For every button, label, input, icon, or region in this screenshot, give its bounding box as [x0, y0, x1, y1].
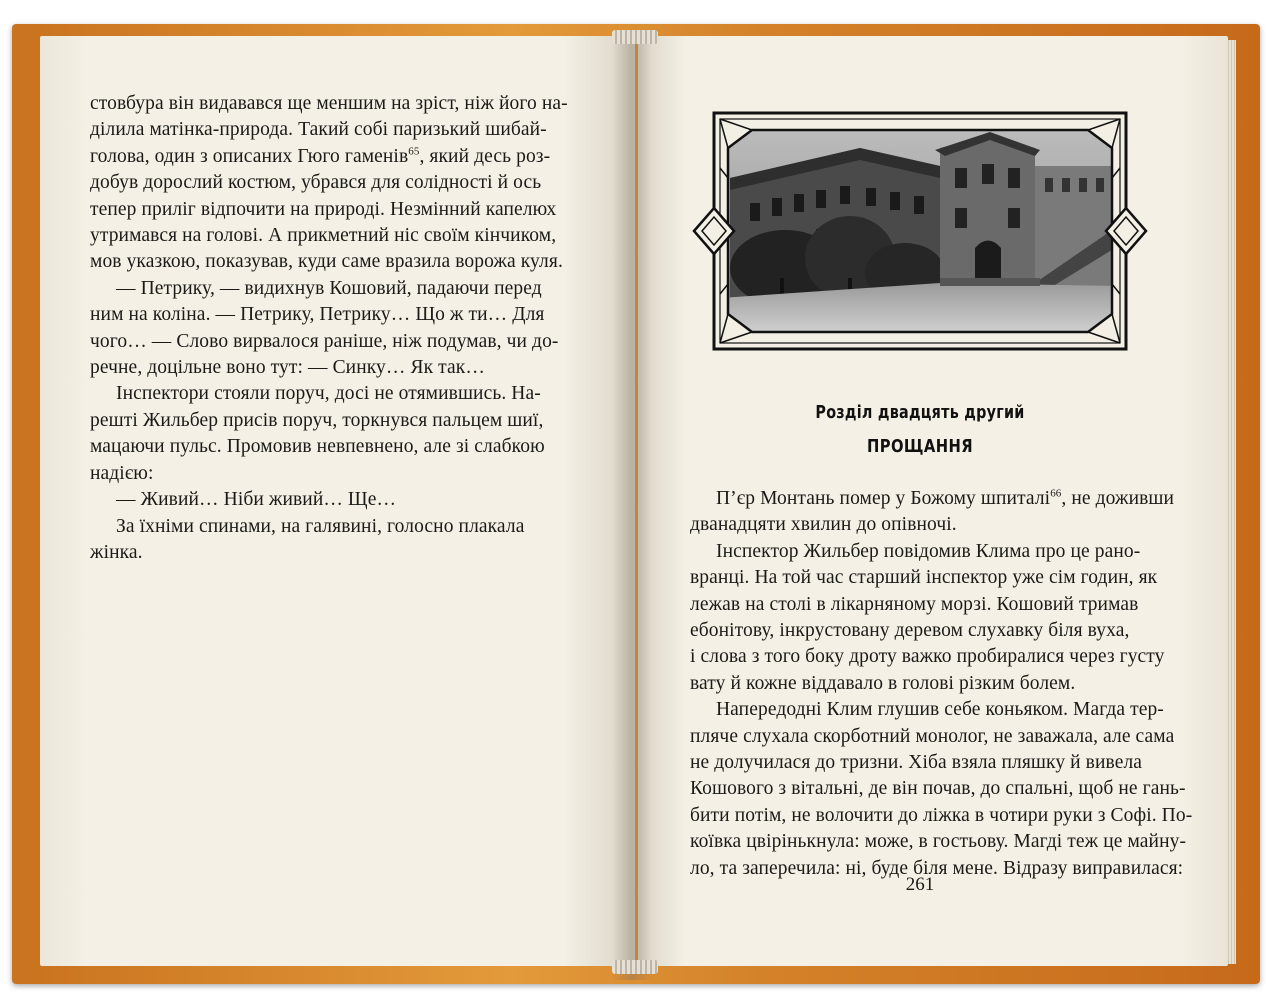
right-line-15: ло, та заперечила: ні, буде біля мене. Відразу виправилася:: [690, 857, 1184, 879]
left-line-13: решті Жильбер присів поруч, торкнувся пальцем шиї,: [90, 409, 544, 431]
left-line-1: стовбура він видавався ще меншим на зріст, ніж його на-: [90, 93, 568, 114]
hospital-building-photo: [720, 123, 1120, 338]
left-line-4: добув дорослий костюм, убрався для солідності й ось: [90, 172, 542, 194]
left-page-text: [90, 91, 590, 566]
left-line-7: мов указкою, показував, куди саме вразила ворожа куля.: [90, 251, 563, 273]
right-line-1-text: П’єр Монтань помер у Божому шпиталі: [716, 488, 1051, 509]
spine-gutter: [612, 30, 652, 980]
left-line-9: ним на коліна. — Петрику, Петрику… Що ж ти… Для: [90, 304, 545, 326]
headband-top: [612, 30, 658, 44]
chapter-number: Розділ двадцять другий: [815, 403, 1025, 423]
headband-bottom: [612, 960, 658, 974]
right-line-13: бити потім, не волочити до ліжка в чотири руки з Софі. По-: [690, 804, 1193, 826]
right-line-1: [690, 486, 1198, 512]
right-line-4: вранці. На той час старший інспектор уже сім годин, як: [690, 567, 1158, 589]
left-line-5: тепер приліг відпочити на природі. Незмінний капелюх: [90, 198, 557, 220]
left-line-10: чого… — Слово вирвалося раніше, ніж подумав, чи до-: [90, 330, 559, 352]
right-line-8: вату й кожне віддавало в голові різким болем.: [690, 672, 1076, 694]
left-line-6: утримався на голові. А прикметний ніс своїм кінчиком,: [90, 225, 557, 247]
right-page-text: [690, 486, 1198, 882]
right-line-11: не долучилася до тризни. Хіба взяла пляшку й вивела: [690, 752, 1143, 774]
footnote-ref-65[interactable]: 65: [408, 145, 420, 158]
right-line-6: ебонітову, інкрустовану деревом слухавку біля вуха,: [690, 620, 1130, 642]
left-line-3: [90, 144, 590, 170]
right-line-12: Кошового з вітальні, де він почав, до спальні, щоб не гань-: [690, 778, 1186, 800]
right-line-10: пляче слухала скорботний монолог, не заважала, але сама: [690, 725, 1175, 747]
right-line-3: Інспектор Жильбер повідомив Клима про це рано-: [716, 540, 1141, 562]
page-edges: [1226, 40, 1236, 964]
page-number: 261: [905, 874, 935, 895]
left-line-2: ділила матінка-природа. Такий собі паризький шибай-: [90, 119, 547, 141]
left-line-17: За їхніми спинами, на галявині, голосно плакала: [116, 515, 525, 537]
left-line-16: — Живий… Ніби живий… Ще…: [116, 489, 397, 511]
chapter-frame-icon: [690, 108, 1150, 354]
right-line-7: і слова з того боку дроту важко пробиралися через густу: [690, 646, 1165, 668]
left-line-3-tail: , який десь роз-: [419, 145, 551, 167]
footnote-ref-66[interactable]: 66: [1050, 487, 1062, 500]
left-line-14: мацаючи пульс. Промовив невпевнено, але зі слабкою: [90, 436, 545, 458]
right-line-2: дванадцяти хвилин до опівночі.: [690, 514, 957, 536]
right-line-5: лежав на столі в лікарняному морзі. Кошовий тримав: [690, 593, 1139, 615]
left-line-3-text: голова, один з описаних Гюго гаменів: [90, 145, 409, 167]
right-line-9: Напередодні Клим глушив себе коньяком. Магда тер-: [716, 699, 1164, 721]
left-line-11: речне, доцільне воно тут: — Синку… Як так…: [90, 357, 485, 379]
right-line-14: коївка цвірінькнула: може, в гостьову. Магді теж це майну-: [690, 831, 1187, 853]
right-line-1-tail: , не доживши: [1061, 488, 1175, 509]
left-line-18: жінка.: [90, 541, 143, 563]
left-line-12: Інспектори стояли поруч, досі не отямившись. На-: [116, 383, 541, 405]
chapter-title: ПРОЩАННЯ: [866, 436, 974, 457]
left-line-15: надією:: [90, 462, 154, 484]
left-line-8: — Петрику, — видихнув Кошовий, падаючи перед: [116, 277, 542, 299]
